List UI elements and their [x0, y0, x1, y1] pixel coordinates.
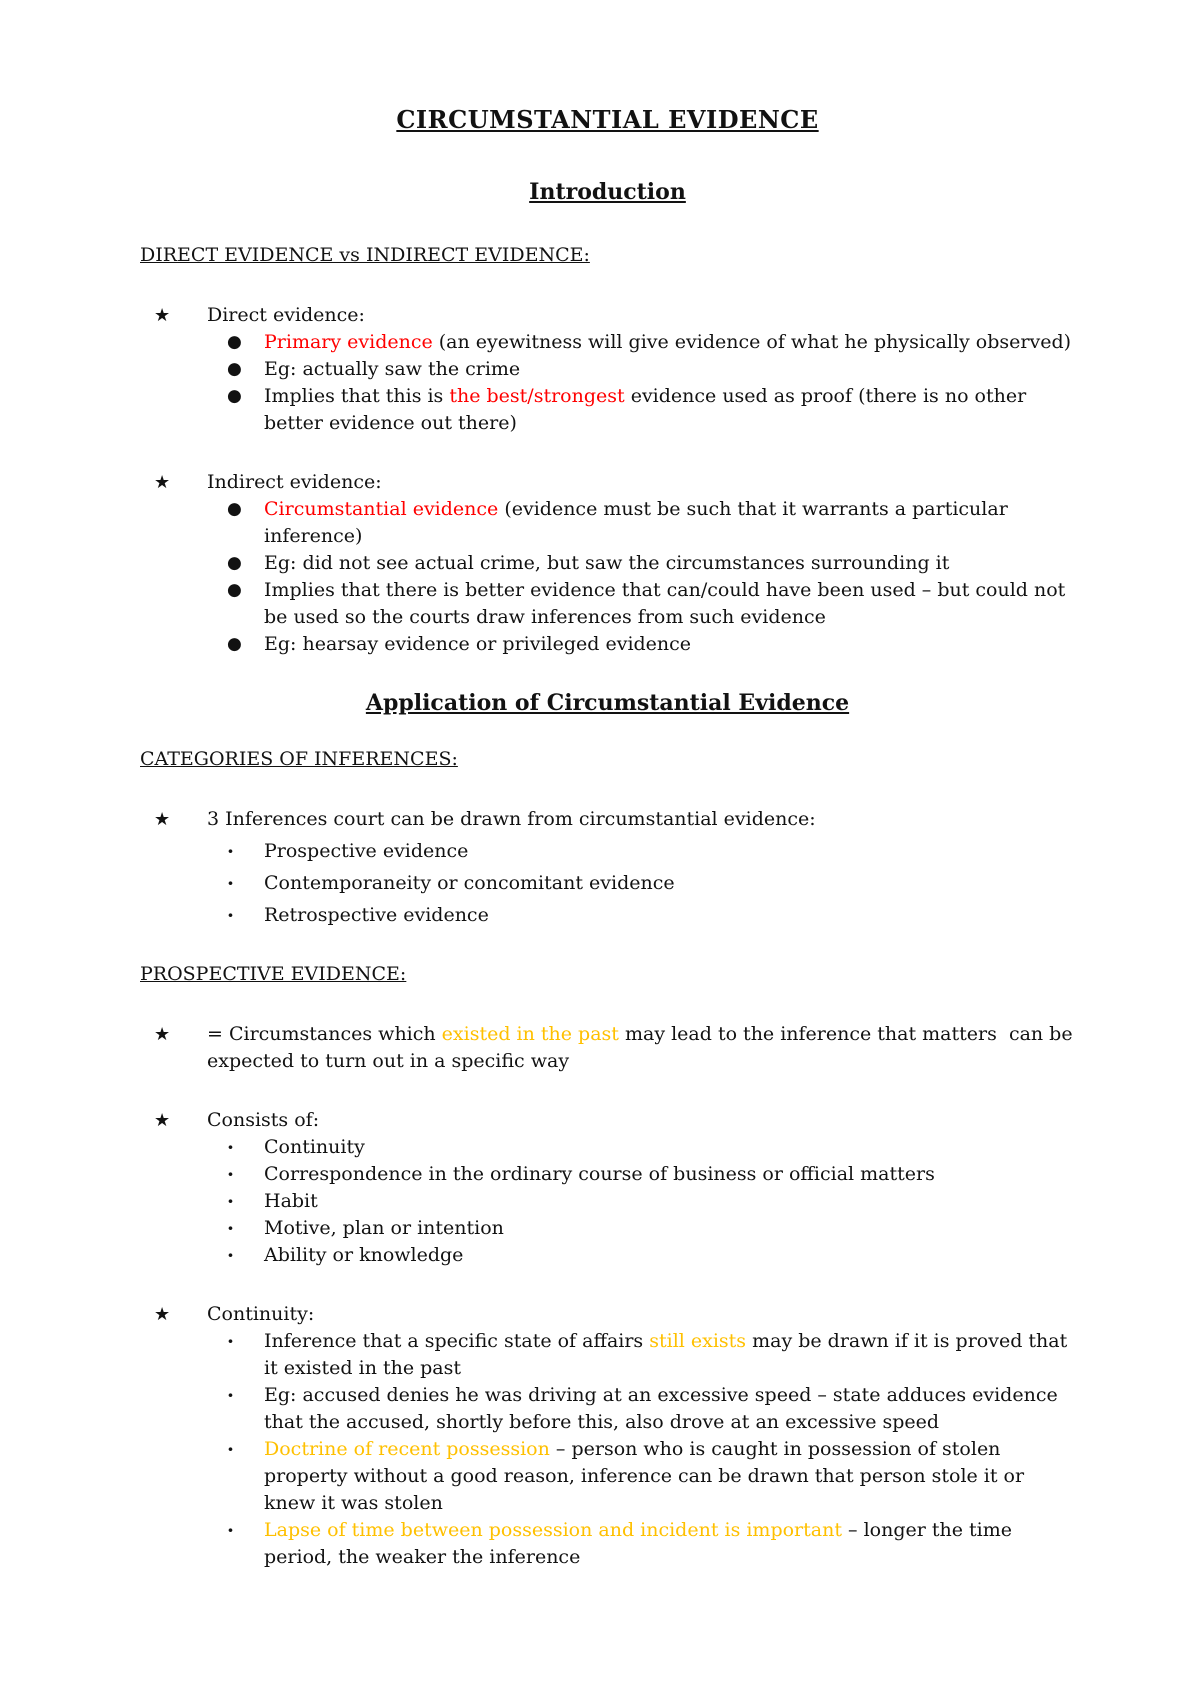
- list-item-text: Retrospective evidence: [264, 904, 489, 926]
- list-item: [227, 1436, 1075, 1517]
- list-item-text: Correspondence in the ordinary course of business or official matters: [264, 1163, 935, 1185]
- disc-bullet-icon: ●: [227, 386, 242, 406]
- section-heading-prospective: PROSPECTIVE EVIDENCE:: [140, 963, 407, 985]
- list-item: [227, 1382, 1075, 1436]
- list-item-text: [264, 1328, 1075, 1382]
- bullet-item: [227, 577, 1075, 631]
- star-icon: ★: [154, 1024, 171, 1045]
- star-icon: ★: [154, 1110, 171, 1131]
- list-item: [227, 1215, 1075, 1242]
- text-run: Eg: did not see actual crime, but saw the circumstances surrounding it: [264, 552, 950, 574]
- star-icon: ★: [154, 1304, 171, 1325]
- bullet-text: [264, 356, 1075, 383]
- star-item-label: 3 Inferences court can be drawn from circumstantial evidence:: [207, 808, 816, 830]
- text-run: Implies that this is: [264, 385, 450, 407]
- star-item-inferences: [140, 806, 1075, 929]
- list-item-text: Motive, plan or intention: [264, 1217, 504, 1239]
- dot-bullet-icon: ·: [227, 1437, 234, 1461]
- star-item-row: [140, 1107, 1075, 1134]
- list-item: [227, 1188, 1075, 1215]
- bullet-text: [264, 631, 1075, 658]
- list-item: [227, 1161, 1075, 1188]
- list-item-text: Continuity: [264, 1136, 365, 1158]
- bullet-text: [264, 383, 1075, 437]
- star-item-row: [140, 806, 1075, 833]
- text-run: Inference that a specific state of affairs: [264, 1330, 650, 1352]
- highlight-orange-text: Lapse of time between possession and incident is important: [264, 1519, 842, 1541]
- star-item-text: [207, 1021, 1079, 1075]
- text-run: – person who is caught in possession of stolen property without a good reason, inference can be drawn that person stole it or knew it was stolen: [264, 1438, 1031, 1514]
- dot-bullet-icon: ·: [227, 1216, 234, 1240]
- bullet-item: [227, 329, 1075, 356]
- text-run: (an eyewitness will give evidence of what he physically observed): [432, 331, 1072, 353]
- dot-bullet-icon: ·: [227, 1383, 234, 1407]
- bullet-item: [227, 383, 1075, 437]
- text-run: = Circumstances which: [207, 1023, 442, 1045]
- list-item: [227, 1517, 1075, 1571]
- section-heading-direct-vs-indirect: DIRECT EVIDENCE vs INDIRECT EVIDENCE:: [140, 244, 590, 266]
- text-run: Eg: hearsay evidence or privileged evidence: [264, 633, 692, 655]
- list-item-text: Prospective evidence: [264, 840, 469, 862]
- disc-bullet-icon: ●: [227, 499, 242, 519]
- text-run: – longer the time period, the weaker the inference: [264, 1519, 1019, 1568]
- star-item-indirect-evidence: [140, 469, 1075, 658]
- dot-bullet-icon: ·: [227, 1162, 234, 1186]
- star-item-label: Direct evidence:: [207, 304, 365, 326]
- highlight-red-text: Circumstantial evidence: [264, 498, 499, 520]
- text-run: Eg: accused denies he was driving at an excessive speed – state adduces evidence that the accused, shortly before this, also drove at an excessive speed: [264, 1384, 1064, 1433]
- list-item-text: [264, 1517, 1075, 1571]
- list-item: [227, 1134, 1075, 1161]
- text-run: Implies that there is better evidence that can/could have been used – but could not be used so the courts draw inferences from such evidence: [264, 579, 1072, 628]
- list-item-text: [264, 1436, 1075, 1517]
- dot-bullet-icon: ·: [227, 1135, 234, 1159]
- list-item: [227, 838, 1075, 865]
- star-item-row: [140, 302, 1075, 329]
- star-item-label: Continuity:: [207, 1303, 315, 1325]
- star-item-label: Consists of:: [207, 1109, 320, 1131]
- disc-bullet-icon: ●: [227, 553, 242, 573]
- star-icon: ★: [154, 305, 171, 326]
- disc-bullet-icon: ●: [227, 580, 242, 600]
- star-item-row: [140, 1021, 1079, 1075]
- bullet-text: [264, 550, 1075, 577]
- bullet-text: [264, 329, 1075, 356]
- dot-bullet-icon: ·: [227, 1189, 234, 1213]
- highlight-red-text: the best/strongest: [449, 385, 625, 407]
- highlight-orange-text: existed in the past: [441, 1023, 619, 1045]
- star-icon: ★: [154, 472, 171, 493]
- highlight-orange-text: still exists: [649, 1330, 747, 1352]
- list-item: [227, 1242, 1075, 1269]
- disc-bullet-icon: ●: [227, 359, 242, 379]
- application-heading: Application of Circumstantial Evidence: [365, 690, 850, 716]
- text-run: evidence used as proof (there is no other better evidence out there): [264, 385, 1033, 434]
- star-item-label: Indirect evidence:: [207, 471, 382, 493]
- list-item: [227, 1328, 1075, 1382]
- intro-heading: Introduction: [529, 179, 686, 205]
- dot-bullet-icon: ·: [227, 1243, 234, 1267]
- highlight-red-text: Primary evidence: [264, 331, 433, 353]
- list-item: [227, 870, 1075, 897]
- list-item: [227, 902, 1075, 929]
- text-run: may lead to the inference that matters can be expected to turn out in a specific way: [207, 1023, 1079, 1072]
- bullet-item: [227, 356, 1075, 383]
- text-run: (evidence must be such that it warrants a particular inference): [264, 498, 1014, 547]
- bullet-item: [227, 631, 1075, 658]
- star-item-direct-evidence: [140, 302, 1075, 437]
- list-item-text: Contemporaneity or concomitant evidence: [264, 872, 675, 894]
- star-item-definition: [140, 1021, 1079, 1075]
- star-icon: ★: [154, 809, 171, 830]
- bullet-item: [227, 496, 1075, 550]
- list-item-text: Ability or knowledge: [264, 1244, 464, 1266]
- list-item-text: Habit: [264, 1190, 318, 1212]
- bullet-text: [264, 496, 1075, 550]
- bullet-item: [227, 550, 1075, 577]
- star-item-row: [140, 1301, 1075, 1328]
- text-run: may be drawn if it is proved that it existed in the past: [264, 1330, 1074, 1379]
- dot-bullet-icon: ·: [227, 871, 234, 895]
- star-item-continuity: [140, 1301, 1075, 1571]
- star-item-consists: [140, 1107, 1075, 1269]
- disc-bullet-icon: ●: [227, 332, 242, 352]
- text-run: Eg: actually saw the crime: [264, 358, 521, 380]
- list-item-text: [264, 1382, 1075, 1436]
- disc-bullet-icon: ●: [227, 634, 242, 654]
- dot-bullet-icon: ·: [227, 1518, 234, 1542]
- section-heading-categories: CATEGORIES OF INFERENCES:: [140, 748, 458, 770]
- star-item-row: [140, 469, 1075, 496]
- bullet-text: [264, 577, 1075, 631]
- dot-bullet-icon: ·: [227, 903, 234, 927]
- doc-title: CIRCUMSTANTIAL EVIDENCE: [396, 105, 819, 134]
- dot-bullet-icon: ·: [227, 839, 234, 863]
- highlight-orange-text: Doctrine of recent possession: [264, 1438, 550, 1460]
- dot-bullet-icon: ·: [227, 1329, 234, 1353]
